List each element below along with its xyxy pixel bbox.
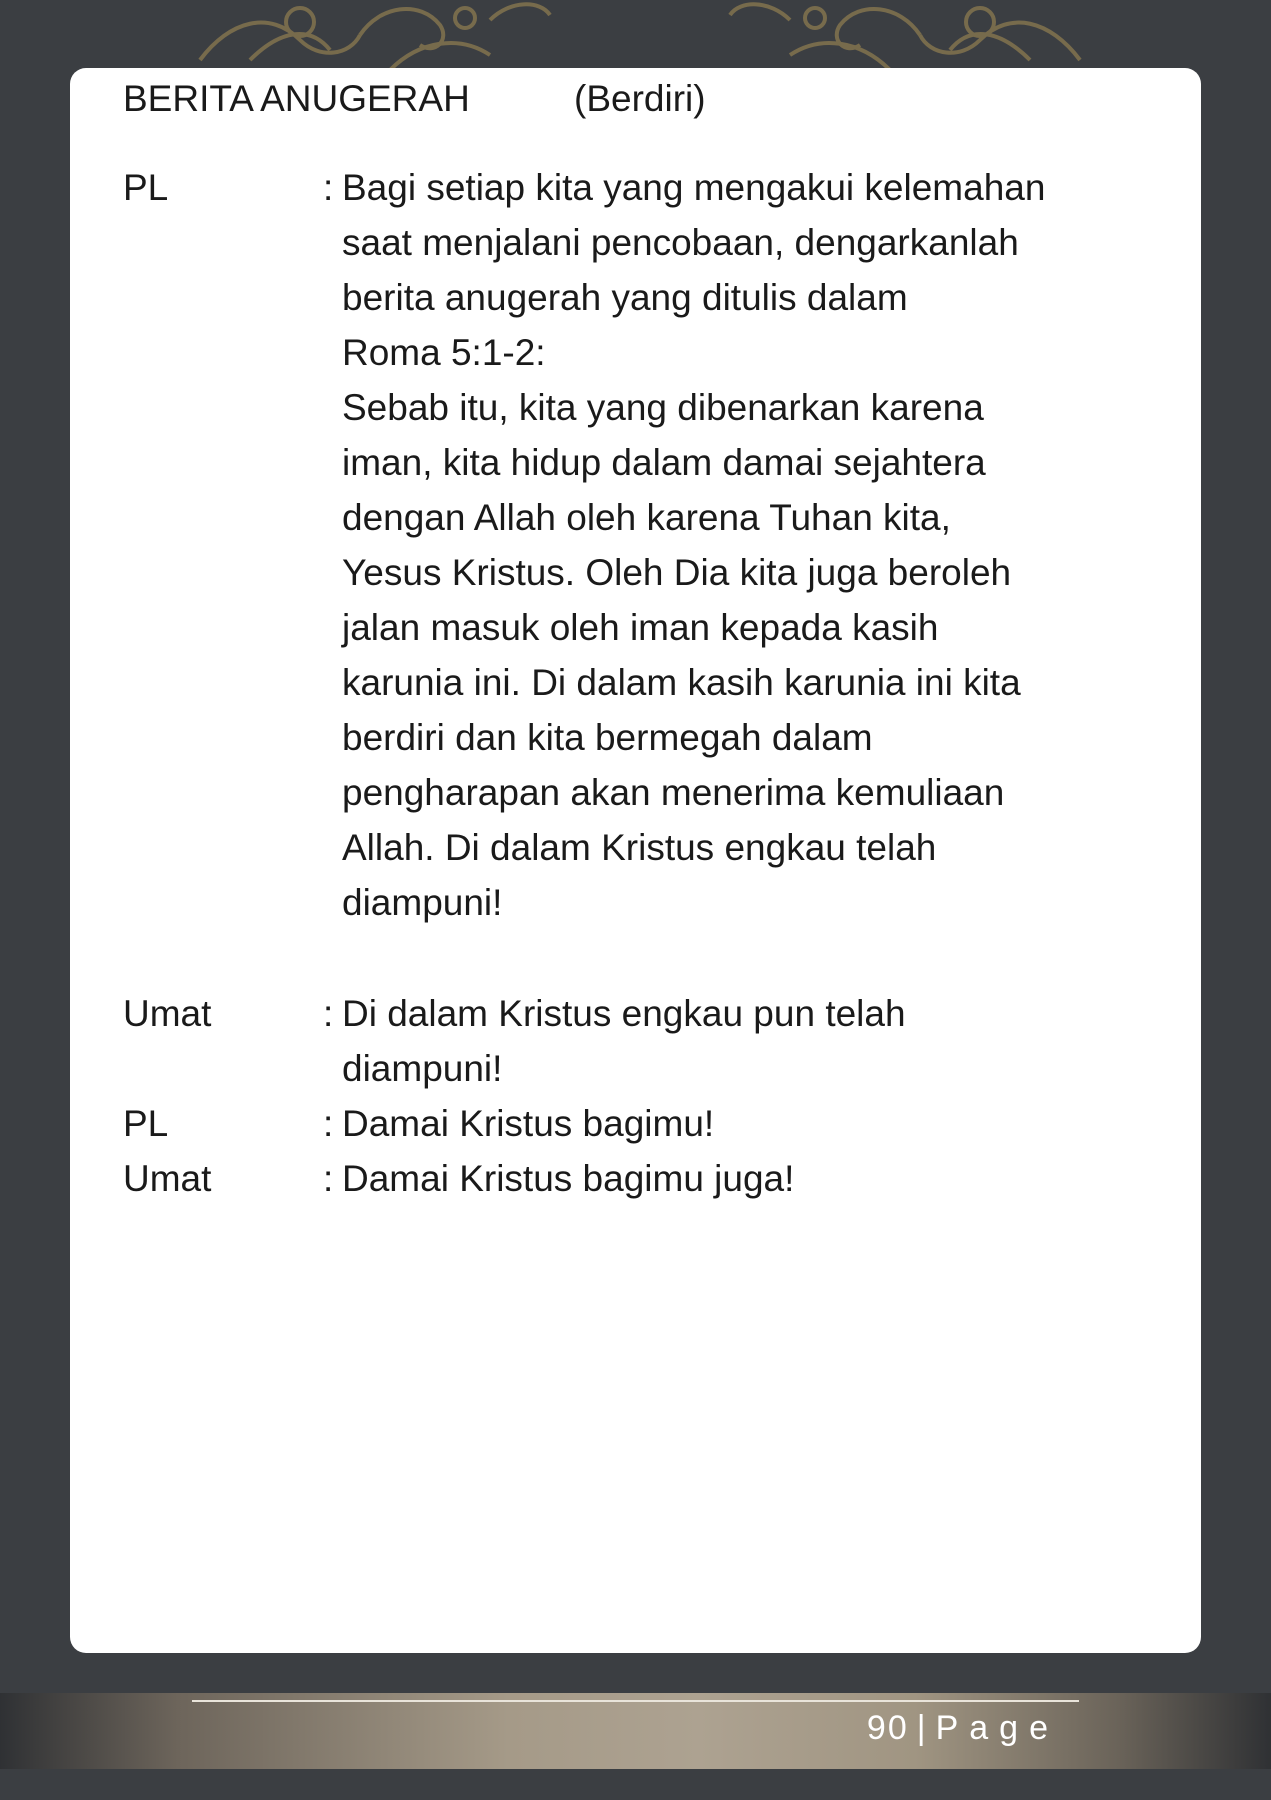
liturgy-entry	[123, 986, 1153, 1096]
page-footer	[867, 1709, 1059, 1748]
page-word: Page	[935, 1709, 1059, 1747]
page-number: 90	[866, 1709, 909, 1747]
content-card	[70, 68, 1201, 1653]
liturgy-text: Damai Kristus bagimu juga!	[342, 1158, 795, 1199]
posture-note: (Berdiri)	[574, 78, 706, 119]
section-title: BERITA ANUGERAH	[123, 78, 470, 119]
liturgy-text: Damai Kristus bagimu!	[342, 1103, 715, 1144]
speaker-label: Umat	[123, 993, 212, 1034]
speaker-colon: :	[323, 1103, 334, 1144]
liturgy-dialogue	[123, 160, 1153, 1206]
footer-divider	[192, 1700, 1079, 1702]
spacer	[123, 930, 1153, 986]
footer-band	[0, 1693, 1271, 1769]
speaker-colon: :	[323, 993, 334, 1034]
decorative-ornament	[190, 0, 1090, 75]
liturgy-entry	[123, 1151, 1153, 1206]
liturgy-entry	[123, 160, 1153, 930]
speaker-label: Umat	[123, 1158, 212, 1199]
speaker-colon: :	[323, 167, 334, 208]
liturgy-entry	[123, 1096, 1153, 1151]
speaker-colon: :	[323, 1158, 334, 1199]
page-separator: |	[916, 1709, 928, 1747]
speaker-label: PL	[123, 167, 169, 208]
speaker-label: PL	[123, 1103, 169, 1144]
liturgy-text: Di dalam Kristus engkau pun telah diampuni!	[342, 993, 906, 1089]
liturgy-text: Bagi setiap kita yang mengakui kelemahan saat menjalani pencobaan, dengarkanlah berita anugerah yang ditulis dalam Roma 5:1-2: Sebab itu, kita yang dibenarkan karena iman, kita hidup dalam damai sejahtera dengan Allah oleh karena Tuhan kita, Yesus Kristus. Oleh Dia kita juga beroleh jalan masuk oleh iman kepada kasih karunia ini. Di dalam kasih karunia ini kita berdiri dan kita bermegah dalam pengharapan akan menerima kemuliaan Allah. Di dalam Kristus engkau telah diampuni!	[342, 167, 1046, 923]
